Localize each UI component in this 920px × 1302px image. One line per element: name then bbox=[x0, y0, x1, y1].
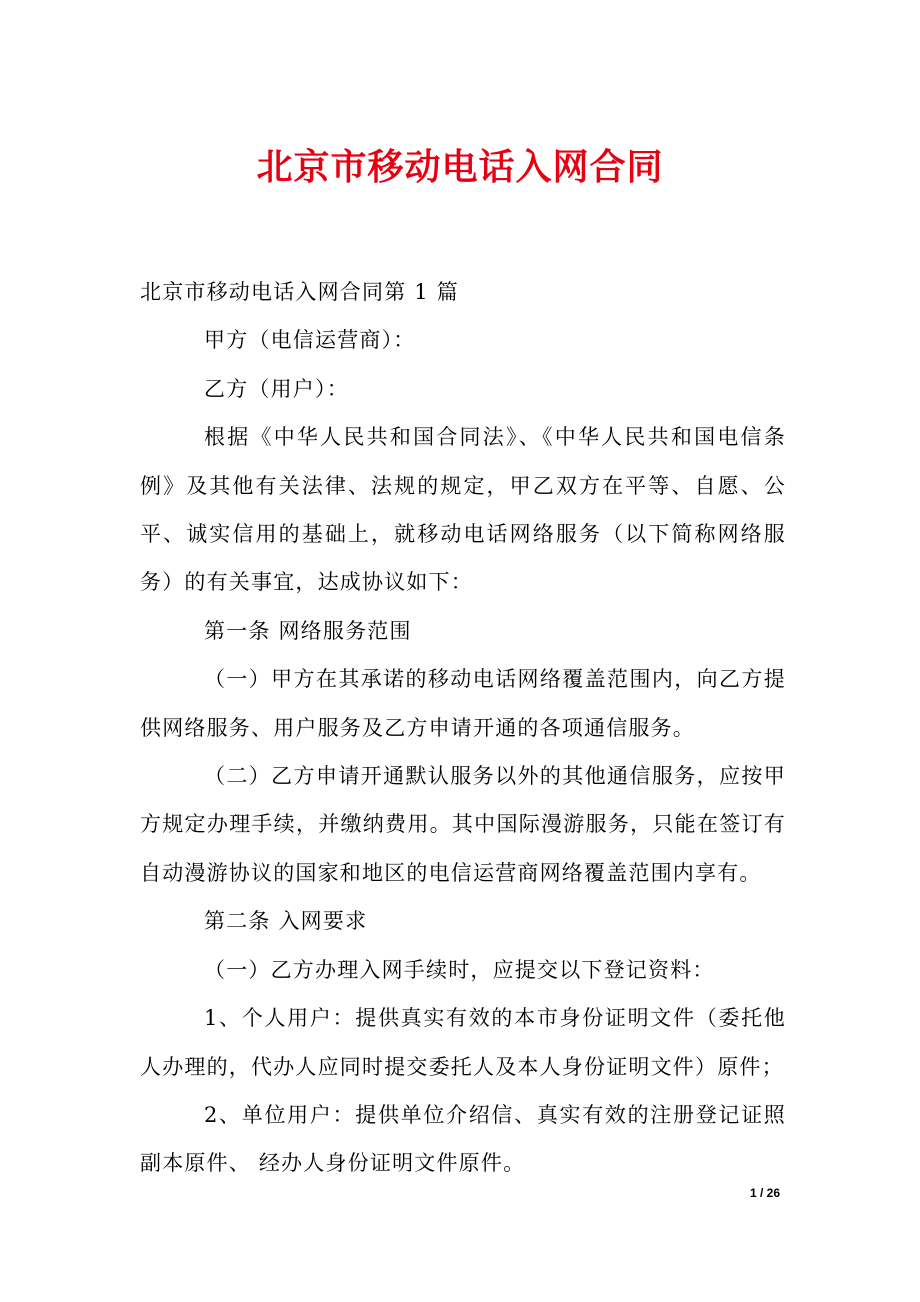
page-number: 1 / 26 bbox=[749, 1186, 780, 1200]
article-1-clause-1: （一）甲方在其承诺的移动电话网络覆盖范围内，向乙方提供网络服务、用户服务及乙方申请开通的各项通信服务。 bbox=[140, 667, 786, 740]
article-1-heading: 第一条 网络服务范围 bbox=[204, 618, 412, 643]
document-body bbox=[140, 268, 786, 1188]
article-2-item-1: 1、个人用户：提供真实有效的本市身份证明文件（委托他人办理的，代办人应同时提交委托人及本人身份证明文件）原件； bbox=[140, 1006, 786, 1079]
article-2-clause-1: （一）乙方办理入网手续时，应提交以下登记资料： bbox=[204, 957, 715, 982]
preamble-paragraph: 根据《中华人民共和国合同法》、《中华人民共和国电信条例》及其他有关法律、法规的规定，甲乙双方在平等、自愿、公平、诚实信用的基础上，就移动电话网络服务（以下简称网络服务）的有关事宜，达成协议如下： bbox=[140, 425, 786, 595]
article-1-clause-2: （二）乙方申请开通默认服务以外的其他通信服务，应按甲方规定办理手续，并缴纳费用。其中国际漫游服务，只能在签订有自动漫游协议的国家和地区的电信运营商网络覆盖范围内享有。 bbox=[140, 764, 786, 885]
article-2-item-2: 2、单位用户：提供单位介绍信、真实有效的注册登记证照副本原件、 经办人身份证明文件原件。 bbox=[140, 1102, 786, 1176]
document-title: 北京市移动电话入网合同 bbox=[256, 146, 664, 188]
party-b-line: 乙方（用户）： bbox=[204, 376, 349, 401]
article-2-heading: 第二条 入网要求 bbox=[204, 909, 368, 934]
section-heading: 北京市移动电话入网合同第 1 篇 bbox=[140, 280, 459, 304]
party-a-line: 甲方（电信运营商）： bbox=[204, 328, 416, 353]
